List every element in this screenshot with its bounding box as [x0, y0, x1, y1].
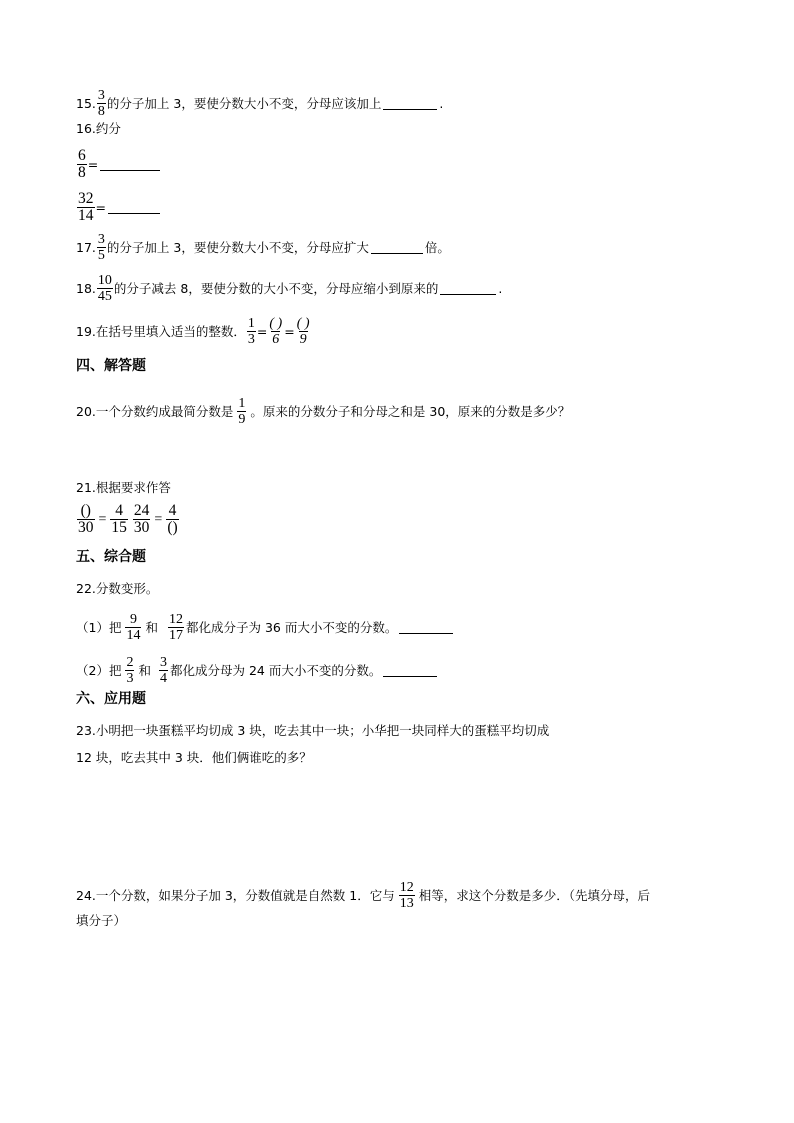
question-22-title: 22.分数变形。: [76, 581, 159, 596]
question-24-line2: 填分子）: [76, 913, 127, 928]
fraction: $\frac{6}{8}$: [78, 147, 86, 181]
question-19: 19.在括号里填入适当的整数． $\frac{1}{3}$ = $\frac{( )}{6}$ = $\frac{( )}{9}$: [76, 316, 310, 347]
answer-blank[interactable]: [371, 241, 423, 254]
fraction: $\frac{3}{5}$: [97, 232, 105, 263]
fraction: $\frac{3}{4}$: [159, 655, 167, 686]
fraction: $\frac{3}{8}$: [97, 88, 105, 119]
fraction: $\frac{4}{15}$: [111, 502, 127, 536]
section-heading: 四、解答题: [76, 358, 146, 374]
answer-blank[interactable]: [108, 201, 160, 214]
question-18: 18. $\frac{10}{45}$ 的分子减去 8，要使分数的大小不变，分母应缩小到原来的 .: [76, 273, 503, 304]
fraction: $\frac{1}{9}$: [238, 396, 246, 427]
answer-blank[interactable]: [383, 97, 437, 110]
question-24: 24.一个分数，如果分子加 3，分数值就是自然数 1．它与 $\frac{12}{13}$ 相等，求这个分数是多少．（先填分母，后: [76, 880, 650, 911]
question-21-title: 21.根据要求作答: [76, 480, 171, 495]
fraction: $\frac{24}{30}$: [133, 502, 150, 536]
fraction-blank[interactable]: $\frac{()}{30}$: [78, 502, 94, 536]
fraction: $\frac{9}{14}$: [126, 612, 141, 643]
answer-blank[interactable]: [440, 282, 496, 295]
fraction-blank[interactable]: $\frac{( )}{9}$: [296, 316, 310, 347]
fraction: $\frac{2}{3}$: [126, 655, 134, 686]
question-23-line1: 23.小明把一块蛋糕平均切成 3 块，吃去其中一块；小华把一块同样大的蛋糕平均切成: [76, 723, 550, 738]
answer-blank[interactable]: [383, 664, 437, 677]
question-text: 的分子加上 3，要使分数大小不变，分母应该加上: [106, 95, 382, 111]
fraction: $\frac{10}{45}$: [97, 273, 112, 304]
answer-blank[interactable]: [100, 158, 160, 171]
question-22-part1: （1）把 $\frac{9}{14}$ 和 $\frac{12}{17}$ 都化成分子为 36 而大小不变的分数。: [76, 612, 455, 643]
question-17: 17. $\frac{3}{5}$ 的分子加上 3，要使分数大小不变，分母应扩大 倍。: [76, 232, 450, 263]
fraction: $\frac{32}{14}$: [78, 190, 94, 224]
question-20: 20.一个分数约成最简分数是 $\frac{1}{9}$ 。原来的分数分子和分母之和是 30，原来的分数是多少？: [76, 396, 571, 427]
question-16-b: $\frac{32}{14}$ =: [76, 191, 162, 224]
fraction-blank[interactable]: $\frac{( )}{6}$: [269, 316, 283, 347]
fraction: $\frac{12}{13}$: [399, 880, 414, 911]
fraction-blank[interactable]: $\frac{4}{()}$: [167, 502, 178, 536]
section-heading: 五、综合题: [76, 549, 146, 565]
question-21-equation: $\frac{()}{30}$ = $\frac{4}{15}$ $\frac{24}{30}$ = $\frac{4}{()}$: [78, 502, 178, 536]
answer-blank[interactable]: [399, 621, 453, 634]
section-heading: 六、应用题: [76, 691, 146, 707]
fraction: $\frac{12}{17}$: [168, 612, 183, 643]
question-number: 15.: [76, 95, 96, 111]
question-23-line2: 12 块，吃去其中 3 块．他们俩谁吃的多？: [76, 750, 312, 765]
fraction: $\frac{1}{3}$: [247, 316, 255, 347]
question-22-part2: （2）把 $\frac{2}{3}$ 和 $\frac{3}{4}$ 都化成分母为 24 而大小不变的分数。: [76, 655, 439, 686]
question-16-a: $\frac{6}{8}$ =: [76, 148, 162, 181]
question-15: 15. $\frac{3}{8}$ 的分子加上 3，要使分数大小不变，分母应该加上 .: [76, 88, 444, 119]
question-16-title: 16.约分: [76, 121, 121, 136]
